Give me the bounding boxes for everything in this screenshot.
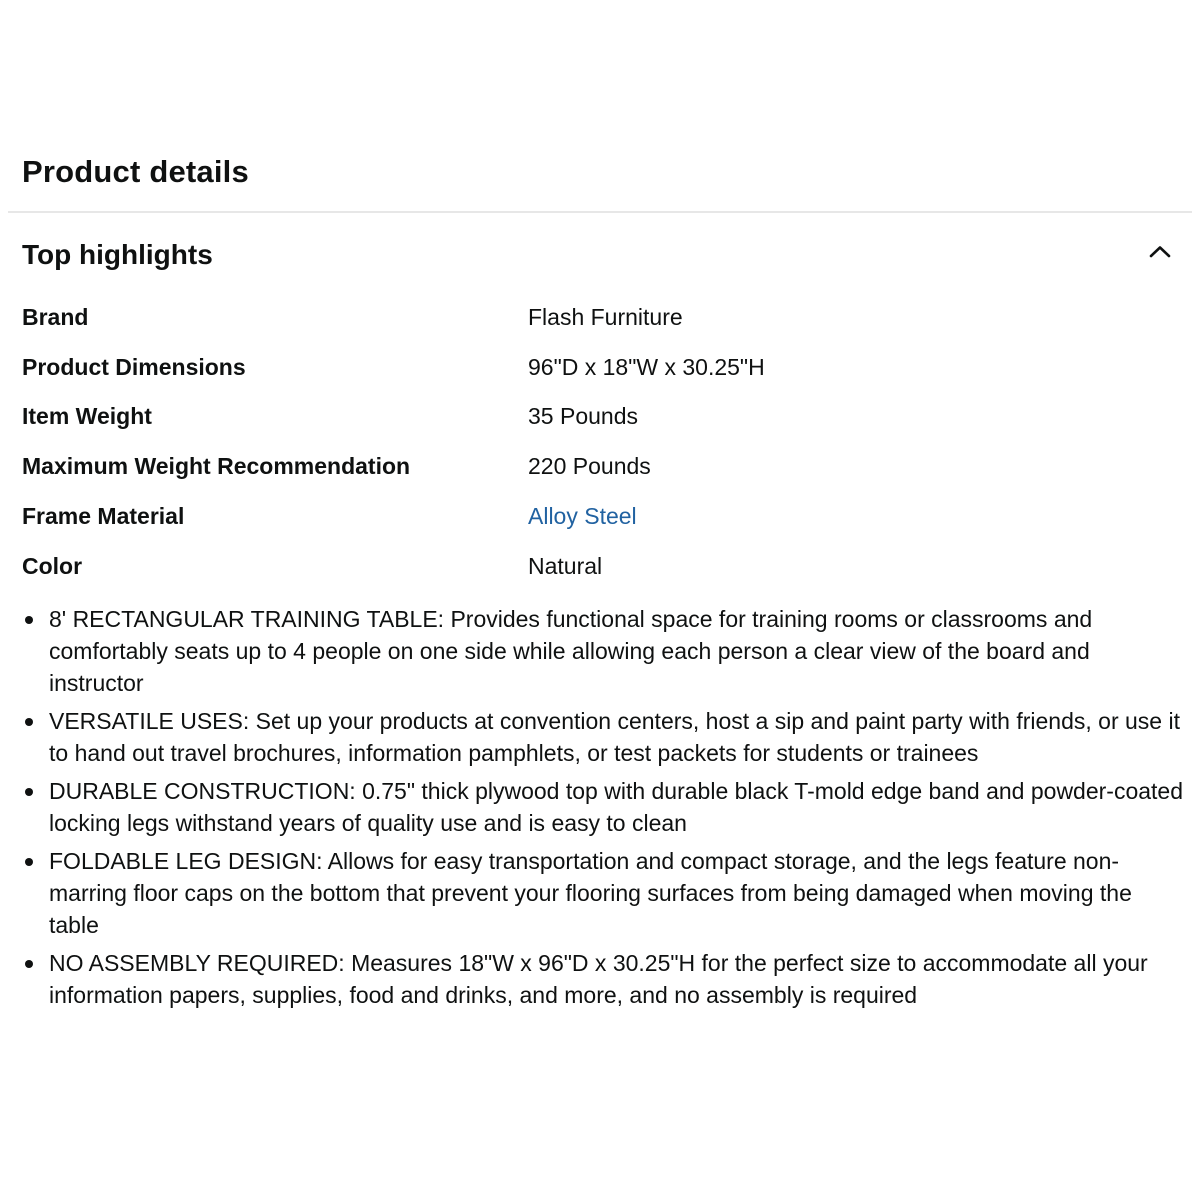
spec-label: Product Dimensions — [22, 353, 246, 380]
list-item — [22, 947, 1187, 1011]
highlight-text: VERSATILE USES: Set up your products at convention centers, host a sip and paint party with friends, or use it to hand out travel brochures, information pamphlets, or test packets for students or trainees — [49, 708, 1180, 766]
spec-row-product-dimensions — [22, 343, 1172, 393]
bullet-icon — [25, 960, 33, 968]
spec-label: Color — [22, 552, 83, 579]
spec-label: Maximum Weight Recommendation — [22, 453, 411, 480]
spec-value-cell — [528, 492, 1172, 542]
spec-value: Flash Furniture — [528, 304, 683, 330]
list-item — [22, 603, 1187, 699]
frame-material-link[interactable]: Alloy Steel — [528, 502, 637, 529]
highlights-list — [22, 603, 1187, 1017]
spec-row-brand — [22, 293, 1172, 343]
page-title: Product details — [22, 154, 249, 189]
spec-label: Frame Material — [22, 502, 185, 529]
highlight-text: FOLDABLE LEG DESIGN: Allows for easy transportation and compact storage, and the legs feature non-marring floor caps on the bottom that prevent your flooring surfaces from being damaged when moving the table — [49, 848, 1132, 938]
spec-row-item-weight — [22, 392, 1172, 442]
spec-row-color — [22, 542, 1172, 592]
spec-row-maximum-weight — [22, 442, 1172, 492]
specs-table — [22, 293, 1172, 591]
chevron-up-icon[interactable] — [1148, 240, 1172, 264]
spec-value: 35 Pounds — [528, 403, 638, 430]
spec-value: 96"D x 18"W x 30.25"H — [528, 353, 765, 380]
top-highlights-toggle[interactable] — [22, 232, 1172, 278]
section-divider — [8, 211, 1192, 213]
bullet-icon — [25, 788, 33, 796]
spec-value: 220 Pounds — [528, 453, 651, 480]
bullet-icon — [25, 718, 33, 726]
list-item — [22, 775, 1187, 839]
list-item — [22, 845, 1187, 941]
highlight-text: DURABLE CONSTRUCTION: 0.75" thick plywood top with durable black T-mold edge band and powder-coated locking legs withstand years of quality use and is easy to clean — [49, 778, 1184, 836]
highlight-text: 8' RECTANGULAR TRAINING TABLE: Provides functional space for training rooms or classrooms and comfortably seats up to 4 people on one side while allowing each person a clear view of the board and instructor — [49, 606, 1093, 696]
spec-value: Natural — [528, 552, 603, 579]
spec-row-frame-material — [22, 492, 1172, 542]
section-title: Top highlights — [22, 239, 213, 270]
bullet-icon — [25, 616, 33, 624]
bullet-icon — [25, 858, 33, 866]
list-item — [22, 705, 1187, 769]
spec-label: Item Weight — [22, 403, 152, 430]
highlight-text: NO ASSEMBLY REQUIRED: Measures 18"W x 96"D x 30.25"H for the perfect size to accommodate all your information papers, supplies, food and drinks, and more, and no assembly is required — [49, 950, 1148, 1008]
spec-label: Brand — [22, 304, 89, 330]
